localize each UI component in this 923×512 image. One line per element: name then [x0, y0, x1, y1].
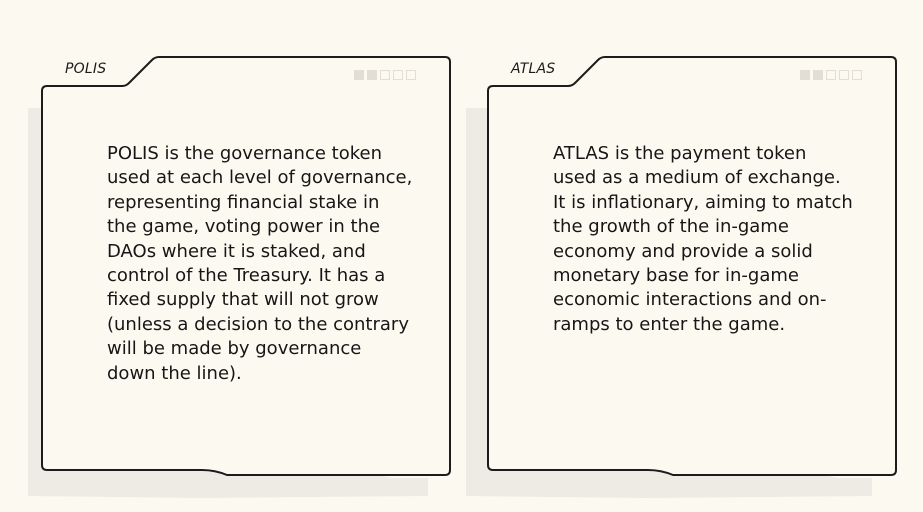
- text-line: monetary base for in-game: [553, 265, 799, 287]
- indicator-dot: [852, 70, 862, 80]
- indicator-dot: [406, 70, 416, 80]
- polis-description: [107, 142, 417, 386]
- indicator-dot: [813, 70, 823, 80]
- atlas-card: [458, 0, 898, 512]
- atlas-tab-label: ATLAS: [511, 61, 556, 77]
- indicator-dot: [839, 70, 849, 80]
- text-line: economy and provide a solid: [553, 240, 813, 262]
- text-line: down the line).: [107, 362, 242, 384]
- indicator-dot: [367, 70, 377, 80]
- atlas-description: [553, 142, 863, 337]
- text-line: (unless a decision to the contrary: [107, 313, 409, 335]
- text-line: will be made by governance: [107, 338, 362, 360]
- polis-card: [12, 0, 452, 512]
- text-line: ATLAS is the payment token: [553, 143, 807, 164]
- indicator-dot: [826, 70, 836, 80]
- text-line: DAOs where it is staked, and: [107, 240, 366, 262]
- polis-tab-label: POLIS: [65, 61, 107, 77]
- indicator-dot: [380, 70, 390, 80]
- polis-page-indicator: [354, 70, 416, 80]
- text-line: control of the Treasury. It has a: [107, 265, 386, 287]
- text-line: used at each level of governance,: [107, 167, 413, 189]
- text-line: representing financial stake in: [107, 191, 380, 213]
- text-line: economic interactions and on-: [553, 289, 827, 311]
- text-line: the growth of the in-game: [553, 216, 789, 238]
- text-line: fixed supply that will not grow: [107, 289, 379, 311]
- atlas-page-indicator: [800, 70, 862, 80]
- indicator-dot: [393, 70, 403, 80]
- text-line: It is inflationary, aiming to match: [553, 191, 853, 213]
- indicator-dot: [354, 70, 364, 80]
- indicator-dot: [800, 70, 810, 80]
- text-line: used as a medium of exchange.: [553, 167, 841, 189]
- text-line: ramps to enter the game.: [553, 313, 786, 335]
- text-line: POLIS is the governance token: [107, 143, 382, 164]
- text-line: the game, voting power in the: [107, 216, 381, 238]
